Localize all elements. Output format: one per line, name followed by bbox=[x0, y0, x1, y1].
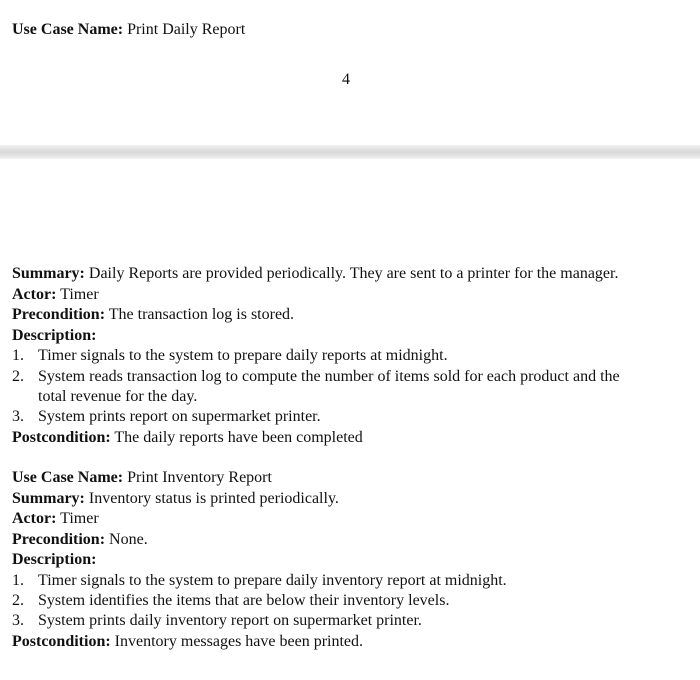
actor-value: Timer bbox=[60, 510, 99, 527]
description-label: Description: bbox=[12, 327, 97, 344]
use-case-name-line bbox=[12, 21, 245, 39]
summary-label: Summary: bbox=[12, 490, 85, 507]
postcondition-value: The daily reports have been completed bbox=[114, 429, 363, 446]
summary-line bbox=[12, 490, 339, 508]
use-case-name-value: Print Daily Report bbox=[127, 21, 246, 38]
postcondition-line bbox=[12, 633, 363, 651]
precondition-value: The transaction log is stored. bbox=[108, 306, 295, 323]
list-item-text: System identifies the items that are below their inventory levels. bbox=[38, 592, 450, 609]
description-heading bbox=[12, 327, 96, 345]
list-item-text: System prints report on supermarket printer. bbox=[38, 408, 321, 425]
precondition-line bbox=[12, 306, 294, 324]
description-heading bbox=[12, 551, 96, 569]
list-item-text: System prints daily inventory report on supermarket printer. bbox=[38, 612, 422, 629]
use-case-name-line bbox=[12, 469, 272, 487]
precondition-label: Precondition: bbox=[12, 531, 106, 548]
summary-value: Inventory status is printed periodically. bbox=[88, 490, 339, 507]
actor-label: Actor: bbox=[12, 510, 57, 527]
summary-line bbox=[12, 265, 618, 283]
postcondition-line bbox=[12, 429, 363, 447]
list-item-text-continued: total revenue for the day. bbox=[38, 388, 198, 405]
actor-line bbox=[12, 286, 99, 304]
list-item-number: 2. bbox=[12, 592, 24, 609]
list-item-text: System reads transaction log to compute the number of items sold for each product and the bbox=[38, 368, 620, 385]
summary-label: Summary: bbox=[12, 265, 85, 282]
list-item-number: 1. bbox=[12, 572, 24, 589]
use-case-name-label: Use Case Name: bbox=[12, 21, 124, 38]
use-case-name-label: Use Case Name: bbox=[12, 469, 124, 486]
page-number: 4 bbox=[342, 71, 350, 88]
precondition-line bbox=[12, 531, 148, 549]
list-item-text: Timer signals to the system to prepare daily reports at midnight. bbox=[38, 347, 448, 364]
actor-line bbox=[12, 510, 99, 528]
description-label: Description: bbox=[12, 551, 97, 568]
actor-value: Timer bbox=[60, 286, 99, 303]
list-item-number: 3. bbox=[12, 408, 24, 425]
postcondition-value: Inventory messages have been printed. bbox=[114, 633, 364, 650]
use-case-name-value: Print Inventory Report bbox=[127, 469, 272, 486]
summary-value: Daily Reports are provided periodically. They are sent to a printer for the manager. bbox=[88, 265, 619, 282]
actor-label: Actor: bbox=[12, 286, 57, 303]
list-item-number: 3. bbox=[12, 612, 24, 629]
list-item-number: 1. bbox=[12, 347, 24, 364]
postcondition-label: Postcondition: bbox=[12, 429, 111, 446]
list-item-number: 2. bbox=[12, 368, 24, 385]
precondition-value: None. bbox=[109, 531, 148, 548]
list-item-text: Timer signals to the system to prepare daily inventory report at midnight. bbox=[38, 572, 507, 589]
page-separator bbox=[0, 145, 700, 159]
precondition-label: Precondition: bbox=[12, 306, 106, 323]
postcondition-label: Postcondition: bbox=[12, 633, 111, 650]
